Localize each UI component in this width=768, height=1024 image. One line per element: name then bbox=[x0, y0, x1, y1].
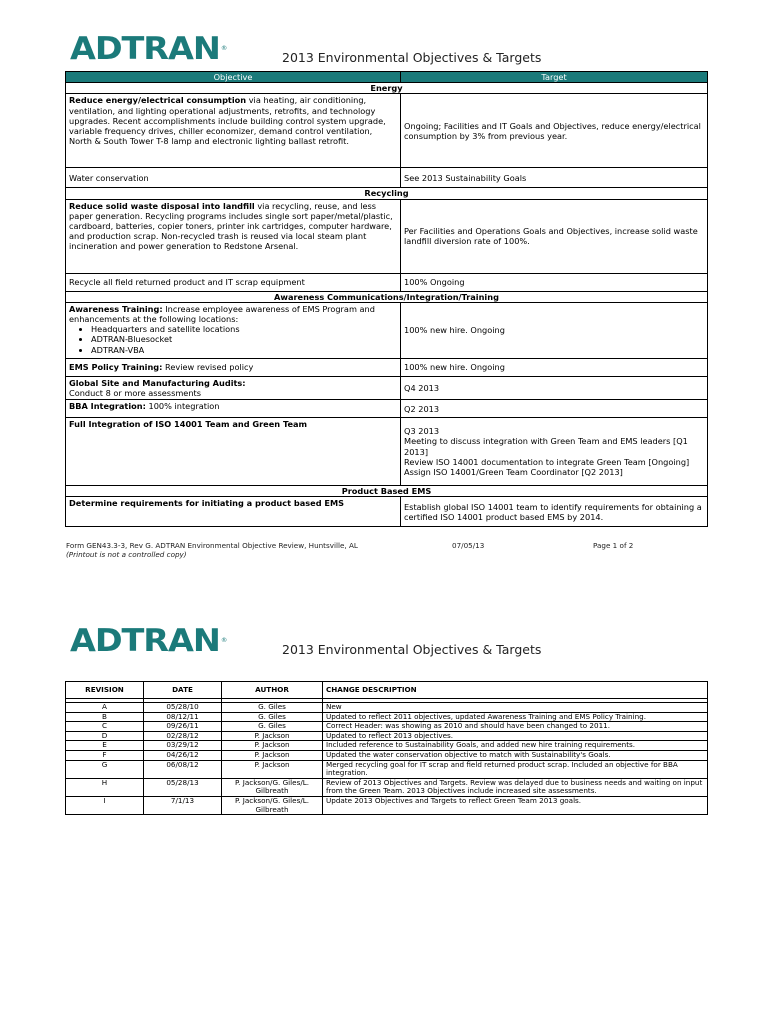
section-product: Product Based EMS bbox=[66, 486, 708, 497]
footer-form: Form GEN43.3-3, Rev G. ADTRAN Environmental Objective Review, Huntsville, AL bbox=[66, 541, 358, 550]
date-cell: 03/29/12 bbox=[144, 741, 222, 751]
objective-cell bbox=[66, 418, 401, 486]
target-line: Assign ISO 14001/Green Team Coordinator [Q2 2013] bbox=[404, 467, 623, 478]
author-cell: P. Jackson bbox=[222, 760, 323, 778]
revision-table bbox=[65, 681, 708, 815]
target-cell: 100% new hire. Ongoing bbox=[401, 302, 708, 358]
table-row bbox=[66, 94, 708, 168]
target-header: Target bbox=[401, 72, 708, 83]
objective-cell bbox=[66, 497, 401, 527]
revision-cell: C bbox=[66, 722, 144, 732]
objective-cell bbox=[66, 376, 401, 399]
objective-text: Review revised policy bbox=[162, 362, 254, 373]
section-awareness: Awareness Communications/Integration/Training bbox=[66, 291, 708, 302]
target-cell bbox=[401, 418, 708, 486]
revision-cell: A bbox=[66, 703, 144, 713]
logo-text: ADTRAN bbox=[70, 31, 220, 67]
target-cell: Establish global ISO 14001 team to identify requirements for obtaining a certified ISO 14001 product based EMS by 2014. bbox=[401, 497, 708, 527]
target-line: Q3 2013 bbox=[404, 426, 440, 437]
objective-text: via heating, air conditioning, ventilation, and lighting operational adjustments, retrofits, and technology upgrades. Recent accomplishments include building control system upgrade, variable frequency drives, chiller economizer, demand control ventilation, North & South Tower T-8 lamp and electronic lighting ballast retrofit. bbox=[69, 95, 386, 147]
objective-bold: Reduce energy/electrical consumption bbox=[69, 95, 247, 106]
change-cell: Merged recycling goal for IT scrap and field returned product scrap. Included an objective for BBA integration. bbox=[323, 760, 708, 778]
date-cell: 06/08/12 bbox=[144, 760, 222, 778]
table-header-row bbox=[66, 682, 708, 699]
table-row bbox=[66, 750, 708, 760]
author-cell: P. Jackson/G. Giles/L. Gilbreath bbox=[222, 796, 323, 814]
author-header: AUTHOR bbox=[222, 682, 323, 699]
objectives-table bbox=[65, 71, 708, 527]
target-cell: Q4 2013 bbox=[401, 376, 708, 399]
revision-cell: I bbox=[66, 796, 144, 814]
footer-note: (Printout is not a controlled copy) bbox=[66, 550, 187, 559]
table-row bbox=[66, 703, 708, 713]
objective-bold: Reduce solid waste disposal into landfill bbox=[69, 200, 255, 211]
adtran-logo bbox=[70, 623, 227, 659]
objective-cell bbox=[66, 94, 401, 168]
target-cell: Ongoing; Facilities and IT Goals and Objectives, reduce energy/electrical consumption by 3% from previous year. bbox=[401, 94, 708, 168]
table-row bbox=[66, 778, 708, 796]
section-recycling: Recycling bbox=[66, 188, 708, 199]
list-item: • ADTRAN-Bluesocket bbox=[91, 334, 397, 344]
objective-header: Objective bbox=[66, 72, 401, 83]
objective-cell bbox=[66, 358, 401, 376]
list-item: • ADTRAN-VBA bbox=[91, 345, 397, 355]
author-cell: P. Jackson/G. Giles/L. Gilbreath bbox=[222, 778, 323, 796]
objective-text: 100% integration bbox=[145, 401, 220, 412]
objective-bold: Full Integration of ISO 14001 Team and Green Team bbox=[69, 419, 308, 430]
table-row bbox=[66, 400, 708, 418]
revision-cell: F bbox=[66, 750, 144, 760]
table-row bbox=[66, 418, 708, 486]
date-cell: 02/28/12 bbox=[144, 731, 222, 741]
page-2 bbox=[0, 600, 768, 1024]
author-cell: G. Giles bbox=[222, 722, 323, 732]
table-row bbox=[66, 273, 708, 291]
revision-header: REVISION bbox=[66, 682, 144, 699]
objective-text: Increase employee awareness of EMS Program and enhancements at the following locations: bbox=[69, 303, 375, 325]
table-row bbox=[66, 722, 708, 732]
section-energy: Energy bbox=[66, 83, 708, 94]
revision-cell: D bbox=[66, 731, 144, 741]
target-cell: 100% new hire. Ongoing bbox=[401, 358, 708, 376]
objective-cell: Recycle all field returned product and IT scrap equipment bbox=[66, 273, 401, 291]
table-row bbox=[66, 497, 708, 527]
table-row bbox=[66, 760, 708, 778]
table-header-row bbox=[66, 72, 708, 83]
objective-bold: Determine requirements for initiating a product based EMS bbox=[69, 498, 345, 509]
objective-cell: Water conservation bbox=[66, 168, 401, 188]
objective-text: Conduct 8 or more assessments bbox=[69, 388, 202, 399]
target-line: Review ISO 14001 documentation to integrate Green Team [Ongoing] bbox=[404, 456, 690, 467]
revision-cell: H bbox=[66, 778, 144, 796]
target-cell: 100% Ongoing bbox=[401, 273, 708, 291]
registered-mark: ® bbox=[220, 637, 227, 644]
change-cell: Updated to reflect 2013 objectives. bbox=[323, 731, 708, 741]
change-cell: Updated to reflect 2011 objectives, updated Awareness Training and EMS Policy Training. bbox=[323, 712, 708, 722]
table-row bbox=[66, 358, 708, 376]
objective-cell bbox=[66, 199, 401, 273]
objective-bold: Awareness Training: bbox=[69, 303, 163, 314]
table-row bbox=[66, 199, 708, 273]
adtran-logo bbox=[70, 31, 227, 67]
objective-bold: BBA Integration: bbox=[69, 401, 146, 412]
objective-text: via recycling, reuse, and less paper generation. Recycling programs includes single sort paper/metal/plastic, cardboard, batteries, copier toners, printer ink cartridges, computer hardware, and production scrap. Non-recycled trash is reused via local steam plant incineration and power generation to Redstone Arsenal. bbox=[69, 200, 393, 252]
page-title: 2013 Environmental Objectives & Targets bbox=[282, 50, 542, 65]
change-cell: Correct Header: was showing as 2010 and should have been changed to 2011. bbox=[323, 722, 708, 732]
footer-date: 07/05/13 bbox=[452, 541, 485, 550]
table-row bbox=[66, 302, 708, 358]
target-cell: Q2 2013 bbox=[401, 400, 708, 418]
footer-page-number: Page 1 of 2 bbox=[593, 541, 634, 550]
date-cell: 08/12/11 bbox=[144, 712, 222, 722]
table-row bbox=[66, 796, 708, 814]
table-row bbox=[66, 376, 708, 399]
revision-cell: E bbox=[66, 741, 144, 751]
date-cell: 05/28/13 bbox=[144, 778, 222, 796]
registered-mark: ® bbox=[220, 45, 227, 52]
change-cell: Included reference to Sustainability Goals, and added new hire training requirements. bbox=[323, 741, 708, 751]
date-cell: 05/28/10 bbox=[144, 703, 222, 713]
target-cell: See 2013 Sustainability Goals bbox=[401, 168, 708, 188]
change-cell: New bbox=[323, 703, 708, 713]
author-cell: G. Giles bbox=[222, 703, 323, 713]
author-cell: G. Giles bbox=[222, 712, 323, 722]
locations-list bbox=[69, 324, 397, 355]
revision-cell: B bbox=[66, 712, 144, 722]
change-description-header: CHANGE DESCRIPTION bbox=[323, 682, 708, 699]
author-cell: P. Jackson bbox=[222, 731, 323, 741]
change-cell: Update 2013 Objectives and Targets to reflect Green Team 2013 goals. bbox=[323, 796, 708, 814]
change-cell: Updated the water conservation objective to match with Sustainability's Goals. bbox=[323, 750, 708, 760]
objective-bold: EMS Policy Training: bbox=[69, 362, 163, 373]
target-line: Meeting to discuss integration with Green Team and EMS leaders [Q1 2013] bbox=[404, 436, 688, 457]
table-row bbox=[66, 168, 708, 188]
objective-cell bbox=[66, 302, 401, 358]
objective-bold: Global Site and Manufacturing Audits: bbox=[69, 377, 246, 388]
objective-cell bbox=[66, 400, 401, 418]
author-cell: P. Jackson bbox=[222, 750, 323, 760]
change-cell: Review of 2013 Objectives and Targets. Review was delayed due to business needs and waiting on input from the Green Team. 2013 Objectives include increased site assessments. bbox=[323, 778, 708, 796]
page-title: 2013 Environmental Objectives & Targets bbox=[282, 642, 542, 657]
revision-cell: G bbox=[66, 760, 144, 778]
logo-text: ADTRAN bbox=[70, 623, 220, 659]
date-cell: 7/1/13 bbox=[144, 796, 222, 814]
list-item: • Headquarters and satellite locations bbox=[91, 324, 397, 334]
target-cell: Per Facilities and Operations Goals and Objectives, increase solid waste landfill diversion rate of 100%. bbox=[401, 199, 708, 273]
date-header: DATE bbox=[144, 682, 222, 699]
date-cell: 09/26/11 bbox=[144, 722, 222, 732]
author-cell: P. Jackson bbox=[222, 741, 323, 751]
date-cell: 04/26/12 bbox=[144, 750, 222, 760]
